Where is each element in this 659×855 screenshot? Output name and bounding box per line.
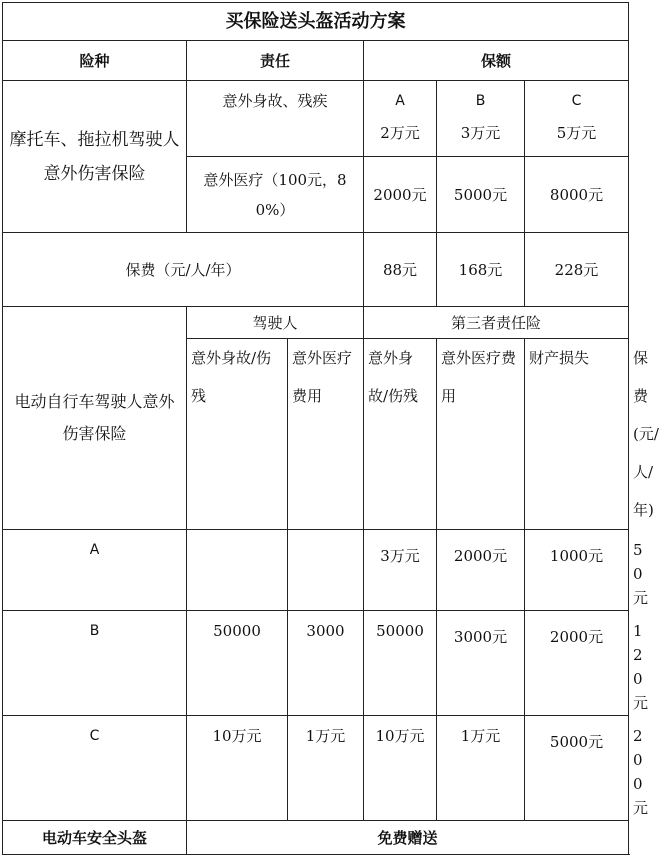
plan-label: B (475, 93, 486, 109)
ebike-a-driver-medical (288, 530, 364, 611)
ebike-b-property: 2000元 (525, 611, 629, 716)
ebike-a-third-medical: 2000元 (437, 530, 525, 611)
moto-duty-medical: 意外医疗（100元，80%） (187, 157, 364, 233)
plan-label: C (571, 93, 582, 109)
ebike-a-third-death: 3万元 (364, 530, 437, 611)
ebike-third-party-header: 第三者责任险 (364, 307, 629, 339)
ebike-col-property: 财产损失 (525, 339, 629, 530)
ebike-col-driver-medical: 意外医疗费用 (288, 339, 364, 530)
moto-plan-a (364, 81, 437, 157)
moto-premium-label: 保费（元/人/年） (3, 233, 364, 307)
ebike-row-label-b: B (3, 611, 187, 716)
ebike-b-third-death: 50000 (364, 611, 437, 716)
ebike-insurance-name: 电动自行车驾驶人意外伤害保险 (3, 307, 187, 530)
ebike-c-third-medical: 1万元 (437, 716, 525, 821)
ebike-driver-header: 驾驶人 (187, 307, 364, 339)
ebike-b-driver-death: 50000 (187, 611, 288, 716)
moto-insurance-name: 摩托车、拖拉机驾驶人意外伤害保险 (3, 81, 187, 233)
footer-value: 免费赠送 (187, 821, 629, 855)
plan-death-amount: 3万元 (460, 124, 501, 142)
ebike-c-driver-death: 10万元 (187, 716, 288, 821)
moto-medical-b: 5000元 (437, 157, 525, 233)
ebike-a-property: 1000元 (525, 530, 629, 611)
plan-death-amount: 5万元 (556, 124, 597, 142)
ebike-row-label-a: A (3, 530, 187, 611)
header-amount: 保额 (364, 41, 629, 81)
ebike-c-driver-medical: 1万元 (288, 716, 364, 821)
moto-medical-a: 2000元 (364, 157, 437, 233)
page-title: 买保险送头盔活动方案 (3, 3, 629, 41)
ebike-b-driver-medical: 3000 (288, 611, 364, 716)
ebike-row-label-c: C (3, 716, 187, 821)
ebike-col-driver-death: 意外身故/伤残 (187, 339, 288, 530)
ebike-col-third-death: 意外身故/伤残 (364, 339, 437, 530)
moto-duty-death: 意外身故、残疾 (187, 81, 364, 157)
ebike-c-property: 5000元 (525, 716, 629, 821)
moto-plan-c (525, 81, 629, 157)
header-duty: 责任 (187, 41, 364, 81)
moto-medical-c: 8000元 (525, 157, 629, 233)
ebike-c-third-death: 10万元 (364, 716, 437, 821)
ebike-col-third-medical: 意外医疗费用 (437, 339, 525, 530)
moto-premium-c: 228元 (525, 233, 629, 307)
plan-death-amount: 2万元 (380, 124, 420, 142)
plan-label: A (395, 93, 405, 109)
ebike-a-driver-death (187, 530, 288, 611)
insurance-plan-table: 买保险送头盔活动方案 险种 责任 保额 摩托车、拖拉机驾驶人意外伤害保险 意外身故、残疾 A 2万元 B 3万元 C 5万元 意外医疗（100元，80%） 2000元 5000元 8000元 保费（元/人/年） 88元 168元 228元 电动自行车驾驶人意外伤害保险 驾驶人 第三者责任险 意外身故/伤残 意外医疗费用 意外身故/伤残 意外医疗费用 财产损失 保费(元/人/年) A 3万元 2000元 1000元 50元 B 50000 3000 50000 3000元 2000元 120元 C 10万元 1万元 10万元 1万元 5000元 200元 电动车安全头盔 免费赠送 (2, 2, 629, 855)
footer-label: 电动车安全头盔 (3, 821, 187, 855)
ebike-b-third-medical: 3000元 (437, 611, 525, 716)
moto-plan-b (437, 81, 525, 157)
moto-premium-b: 168元 (437, 233, 525, 307)
moto-premium-a: 88元 (364, 233, 437, 307)
header-type: 险种 (3, 41, 187, 81)
